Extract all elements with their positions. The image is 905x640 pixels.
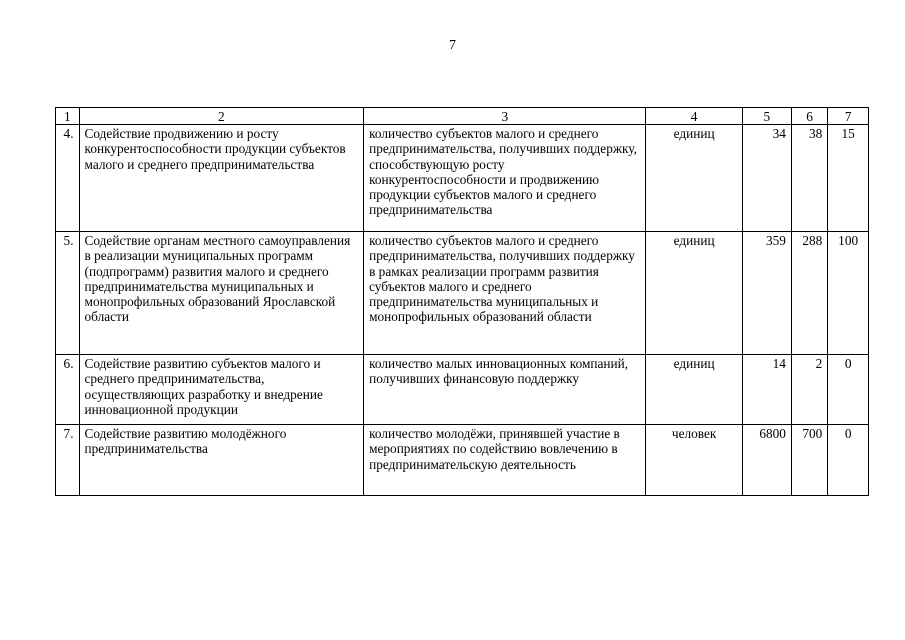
indicators-table — [55, 107, 869, 496]
column-header-2: 2 — [79, 108, 364, 125]
indicator-cell: количество субъектов малого и среднего предпринимательства, получивших поддержку в рамках реализации программ развития субъектов малого и среднего предпринимательства муниципальных и монопрофильных образований области — [364, 232, 646, 355]
value-col6: 700 — [791, 425, 827, 496]
value-col5: 6800 — [742, 425, 791, 496]
unit-cell: человек — [646, 425, 742, 496]
value-col7: 0 — [828, 355, 869, 425]
value-col6: 2 — [791, 355, 827, 425]
table-row — [56, 125, 869, 232]
column-header-6: 6 — [791, 108, 827, 125]
column-header-3: 3 — [364, 108, 646, 125]
unit-cell: единиц — [646, 232, 742, 355]
indicator-cell: количество субъектов малого и среднего предпринимательства, получивших поддержку, способствующую росту конкурентоспособности и продвижению продукции субъектов малого и среднего предпринимательства — [364, 125, 646, 232]
indicator-cell: количество малых инновационных компаний, получивших финансовую поддержку — [364, 355, 646, 425]
row-number: 4. — [56, 125, 80, 232]
column-header-7: 7 — [828, 108, 869, 125]
unit-cell: единиц — [646, 125, 742, 232]
column-header-1: 1 — [56, 108, 80, 125]
row-number: 7. — [56, 425, 80, 496]
value-col7: 100 — [828, 232, 869, 355]
column-header-5: 5 — [742, 108, 791, 125]
value-col5: 34 — [742, 125, 791, 232]
page-number: 7 — [449, 38, 456, 53]
value-col5: 359 — [742, 232, 791, 355]
value-col5: 14 — [742, 355, 791, 425]
table-row — [56, 355, 869, 425]
table-row — [56, 425, 869, 496]
table-row — [56, 232, 869, 355]
row-number: 5. — [56, 232, 80, 355]
activity-cell: Содействие развитию молодёжного предпринимательства — [79, 425, 364, 496]
unit-cell: единиц — [646, 355, 742, 425]
value-col6: 288 — [791, 232, 827, 355]
value-col7: 0 — [828, 425, 869, 496]
activity-cell: Содействие развитию субъектов малого и среднего предпринимательства, осуществляющих разработку и внедрение инновационной продукции — [79, 355, 364, 425]
value-col6: 38 — [791, 125, 827, 232]
row-number: 6. — [56, 355, 80, 425]
indicator-cell: количество молодёжи, принявшей участие в мероприятиях по содействию вовлечению в предпринимательскую деятельность — [364, 425, 646, 496]
value-col7: 15 — [828, 125, 869, 232]
activity-cell: Содействие продвижению и росту конкурентоспособности продукции субъектов малого и среднего предпринимательства — [79, 125, 364, 232]
activity-cell: Содействие органам местного самоуправления в реализации муниципальных программ (подпрограмм) развития малого и среднего предпринимательства муниципальных и монопрофильных образований Ярославской области — [79, 232, 364, 355]
column-header-4: 4 — [646, 108, 742, 125]
table-header-row — [56, 108, 869, 125]
